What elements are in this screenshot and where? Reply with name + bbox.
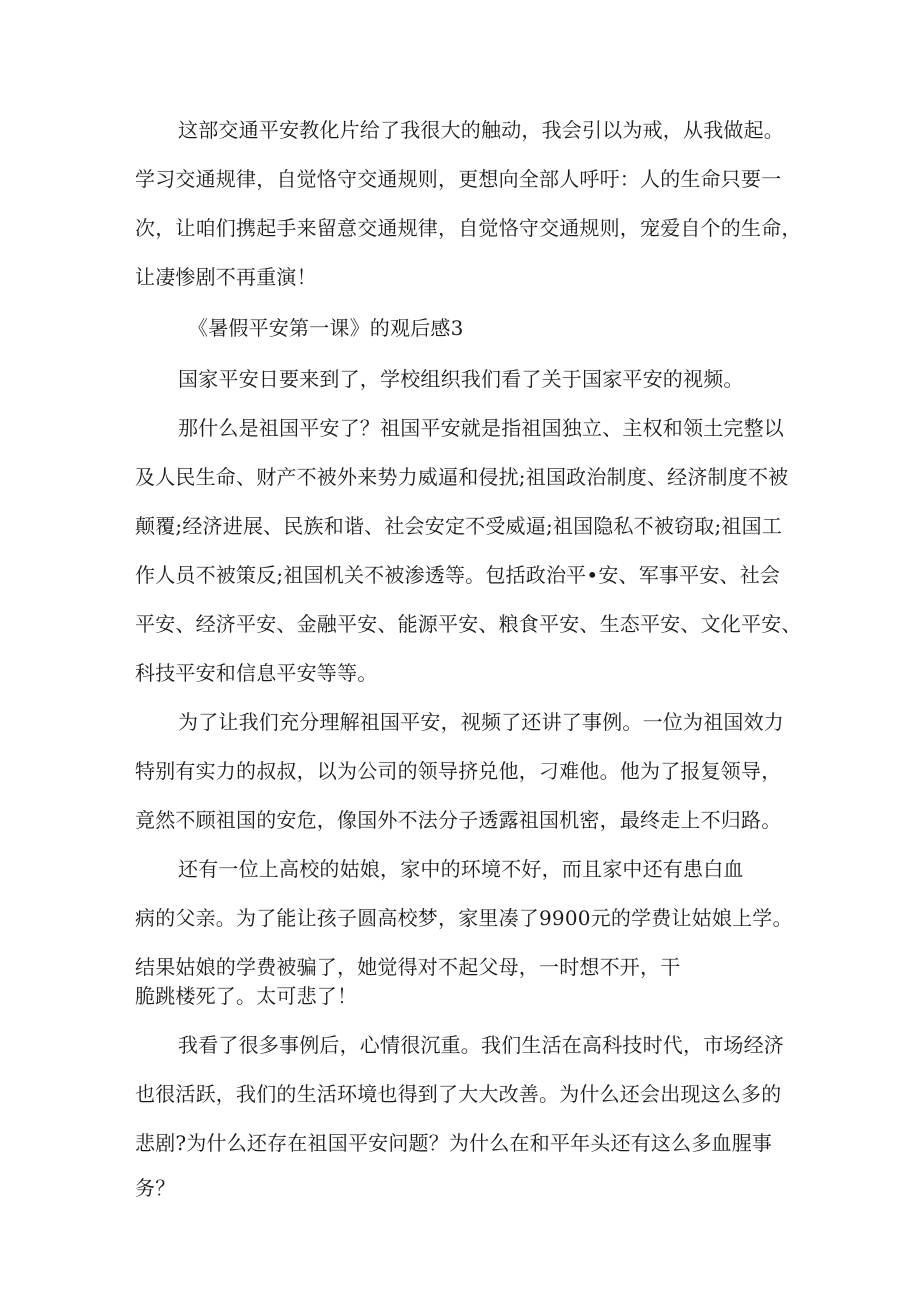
text-line: 次，让咱们携起手来留意交通规律，自觉恪守交通规则，宠爱自个的生命， (135, 216, 802, 240)
text-line: 我看了很多事例后，心情很沉重。我们生活在高科技时代，市场经济 (178, 1033, 784, 1057)
text-line: 特别有实力的叔叔，以为公司的领导挤兑他，刁难他。他为了报复领导， (135, 759, 782, 783)
text-line: 学习交通规律，自觉恪守交通规则，更想向全部人呼吁：人的生命只要一 (135, 167, 782, 191)
text-line: 让凄惨剧不再重演！ (135, 265, 317, 289)
text-line: 病的父亲。为了能让孩子圆高校梦，家里凑了9900元的学费让姑娘上学。 (135, 906, 793, 930)
text-line: 竟然不顾祖国的安危，像国外不法分子透露祖国机密，最终走上不归路。 (135, 808, 782, 832)
text-line: 脆跳楼死了。太可悲了！ (135, 984, 358, 1008)
text-line: 还有一位上高校的姑娘，家中的环境不好，而且家中还有患白血 (178, 857, 744, 881)
text-line: 那什么是祖国平安了？祖国平安就是指祖国独立、主权和领土完整以 (178, 416, 784, 440)
section-heading: 《暑假平安第一课》的观后感3 (188, 316, 464, 340)
text-line: 科技平安和信息平安等等。 (135, 661, 378, 685)
text-line: 为了让我们充分理解祖国平安，视频了还讲了事例。一位为祖国效力 (178, 710, 784, 734)
text-line: 务？ (135, 1176, 176, 1200)
text-line: 也很活跃，我们的生活环境也得到了大大改善。为什么还会出现这么多的 (135, 1082, 782, 1106)
text-line: 这部交通平安教化片给了我很大的触动，我会引以为戒，从我做起。 (178, 118, 784, 142)
text-line: 颠覆;经济进展、民族和谐、社会安定不受威逼;祖国隐私不被窃取;祖国工 (135, 514, 783, 538)
text-line: 结果姑娘的学费被骗了，她觉得对不起父母，一时想不开，干 (135, 955, 681, 979)
text-line: 及人民生命、财产不被外来势力威逼和侵扰;祖国政治制度、经济制度不被 (135, 465, 789, 489)
text-line: 国家平安日要来到了，学校组织我们看了关于国家平安的视频。 (178, 367, 744, 391)
text-line: 平安、经济平安、金融平安、能源平安、粮食平安、生态平安、文化平安、 (135, 612, 802, 636)
text-line: 作人员不被策反;祖国机关不被渗透等。包括政治平•安、军事平安、社会 (135, 563, 781, 587)
text-line: 悲剧?为什么还存在祖国平安问题？为什么在和平年头还有这么多血腥事 (135, 1131, 773, 1155)
